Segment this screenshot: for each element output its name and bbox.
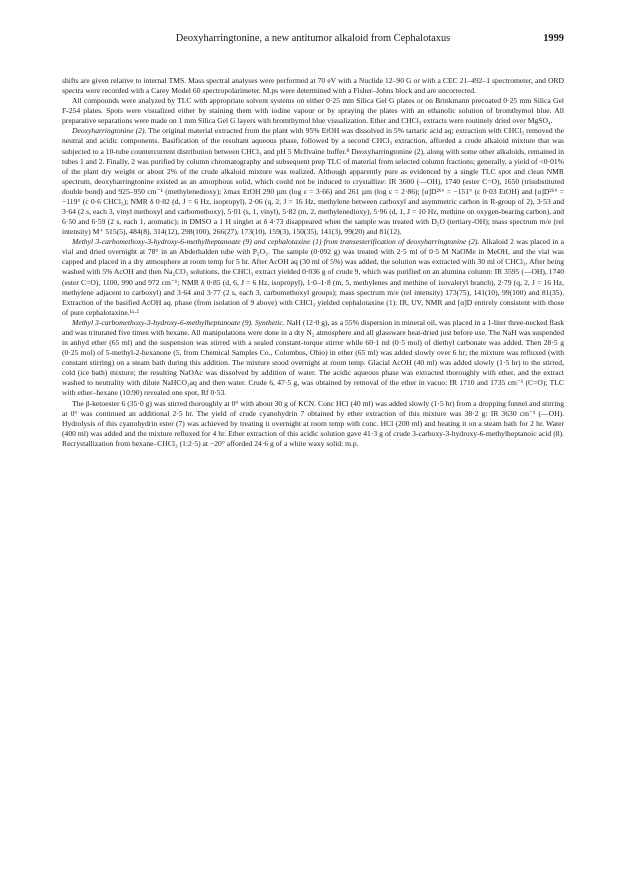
paragraph-text: All compounds were analyzed by TLC with appropriate solvent systems on either 0·25 mm Silica Gel G plates or on Brinkmann precoated 0·25 mm Silica Gel F-254 plates. Spots were visualized either by staining them with iodine vapour or by spraying the plates with an ethanolic solution of bromthymol blue. All preparative separations were made on 1 mm Silica Gel G layers with bromthymol blue visualization. Ether and CHCl₃ extracts were routinely dried over MgSO₄.: [62, 96, 564, 126]
paragraph-run-in-heading: Deoxyharringtonine (2).: [72, 126, 147, 136]
paragraph-run-in-heading: Methyl 3-carbomethoxy-3-hydroxy-6-methylheptanoate (9). Synthetic.: [72, 317, 285, 327]
paragraph-text: shifts are given relative to internal TMS. Mass spectral analyses were performed at 70 eV with a Nuclide 12–90 G or with a CEC 21–492–1 spectrometer, and ORD spectra were recorded with a Carey Model 60 spectropolarimeter. M.ps were determined with a Fisher–Johns block and are uncorrected.: [62, 76, 564, 96]
paragraph-text: The original material extracted from the plant with 95% EtOH was dissolved in 5% tartaric acid aq; extraction with CHCl₃ removed the neutral and acidic components. Basification of the resultant aqueous phase, followed by a second CHCl₃ extraction, afforded a crude alkaloid mixture that was subjected to a 10-tube countercurrent distribution between CHCl₃ and pH 5 McIlvaine buffer.⁸ Deoxyharringtonine (2), along with some other alkaloids, remained in tubes 1 and 2. Finally, 2 was purified by column chromatography and subsequent prep TLC of material from selected column fractions; generally, a yield of <0·01% of the plant dry weight or about 2% of the crude alkaloid mixture was realized. Although apparently pure as evidenced by a single TLC spot and clean NMR spectrum, deoxyharringtonine existed as an amorphous solid, which could not be induced to crystallize: IR 3600 (—OH), 1740 (ester C=O), 1650 (trisubstituted double bond) and 925–950 cm⁻¹ (methylenedioxy); λmax EtOH 290 µm (log ε = 3·66) and 261 µm (log ε = 2·86); [α]D²⁶° = −151° (c 0·03 EtOH) and [α]D²⁶° = −119° (c 0·6 CHCl₃); NMR δ 0·82 (d, J = 6 Hz, isopropyl), 2·06 (q, 2, J = 16 Hz, methylene between carboxyl and asymmetric carbon in R-group of 2), 3·53 and 3·64 (2 s, each 3, vinyl methoxyl and carbomethoxy), 5·01 (s, 1, vinyl), 5·82 (m, 2, methylenedioxy), 5·96 (d, 1, J = 10 Hz, methine on oxygen-bearing carbon), and 6·50 and 6·59 (2 s, each 1, aromatic); in DMSO a 1 H singlet at δ 4·73 disappeared when the sample was treated with D₂O (tertiary-OH); mass spectrum m/e (rel intensity) M⁺ 515(5), 484(8), 314(12), 298(100), 266(27), 173(10), 159(3), 150(35), 141(3), 99(20) and 81(12).: [62, 126, 564, 237]
paragraph-ketoester: [62, 399, 564, 449]
paragraph-deoxyharringtonine: [62, 126, 564, 237]
running-head: [62, 33, 564, 45]
paragraph-spectroscopy-methods: [62, 76, 564, 96]
paragraph-text: The β-ketoester 6 (35·0 g) was stirred thoroughly at 0° with about 30 g of KCN. Conc HCl (40 ml) was added slowly (1·5 hr) from a dropping funnel and stirring at 0° was continued an additional 2·5 hr. The yield of crude cyanohydrin 7 obtained by ether extraction of this mixture was 38·2 g: IR 3630 cm⁻¹ (—OH). Hydrolysis of this cyanohydrin ester (7) was achieved by treating it overnight at room temp with conc. HCl (200 ml) and heating it on a steam bath for 2 hr. Water (400 ml) was added and the mixture refluxed for 4 hr. Ether extraction of this acidic solution gave 41·3 g of crude 3-carboxy-3-hydroxy-6-methylheptanoic acid (8). Recrystallization from hexane–CHCl₃ (1:2·5) at −20° afforded 24·6 g of a white waxy solid: m.p.: [62, 398, 564, 448]
paragraph-text: NaH (12·0 g), as a 55% dispersion in mineral oil, was placed in a 1-liter three-necked flask and was triturated five times with hexane. All manipulations were done in a dry N₂ atmosphere and all glassware heat-dried just before use. The NaH was suspended in anhyd ether (65 ml) and the suspension was stirred with a sealed constant-torque stirrer while 60·1 ml (0·5 mol) of diethyl carbonate was added. Then 28·5 g (0·25 mol) of 5-methyl-2-hexanone (5, from Chemical Samples Co., Columbus, Ohio) in ether (65 ml) was added slowly over 6 hr; the mixture was refluxed (with constant stirring) on a steam bath during this addition. The mixture stood overnight at room temp. Glacial AcOH (40 ml) was added slowly (1·5 hr) to the stirred, cold (ice bath) mixture; the resulting NaOAc was dissolved by addition of water. The acidic aqueous phase was extracted thoroughly with ether, and the extract washed to neutrality with dilute NaHCO₃aq and then water. Crude 6, 47·5 g, was obtained by removal of the ether in vacuo: IR 1710 and 1735 cm⁻¹ (C=O); TLC with ether–hexane (10:90) revealed one spot, Rf 0·53.: [62, 317, 564, 398]
article-body: [62, 76, 564, 449]
running-title: Deoxyharringtonine, a new antitumor alkaloid from Cephalotaxus: [175, 33, 451, 44]
paragraph-synthesis: [62, 318, 564, 399]
paragraph-run-in-heading: Methyl 3-carbomethoxy-3-hydroxy-6-methylheptanoate (9) and cephalotaxine (1) from transesterification of deoxyharringtonine (2).: [72, 237, 480, 247]
page-number: 1999: [543, 33, 564, 44]
paragraph-text: Alkaloid 2 was placed in a vial and dried overnight at 78° in an Abderhalden tube with P₂O₅. The sample (0·092 g) was treated with 2·5 ml of 0·5 M NaOMe in MeOH, and the vial was capped and placed in a dry atmosphere at room temp for 5 hr. After AcOH aq (30 ml of 5%) was added, the solution was extracted with 30 ml of CHCl₃. After being washed with 5% AcOH and then Na₂CO₃ solutions, the CHCl₃ extract yielded 0·036 g of crude 9, which was purified on an alumina column: IR 3595 (—OH), 1740 (ester C=O), 1100, 990 and 972 cm⁻¹; NMR δ 0·85 (d, 6, J = 6 Hz, isopropyl), 1·0–1·8 (m, 5, methylenes and methine of isovaleryl branch), 2·79 (q, 2, J = 16 Hz, methylene adjacent to carboxyl) and 3·64 and 3·77 (2 s, each 3, carbomethoxyl groups); mass spectrum m/e (rel intensity) 173(75), 141(10), 99(100) and 81(35). Extraction of the basified AcOH aq. phase (from isolation of 9 above) with CHCl₃ yielded cephalotaxine (1): IR, UV, NMR and [α]D entirely consistent with those of pure cephalotaxine.¹ᵃ·²: [62, 237, 564, 317]
paragraph-tlc-methods: [62, 96, 564, 126]
paragraph-transesterification: [62, 237, 564, 318]
